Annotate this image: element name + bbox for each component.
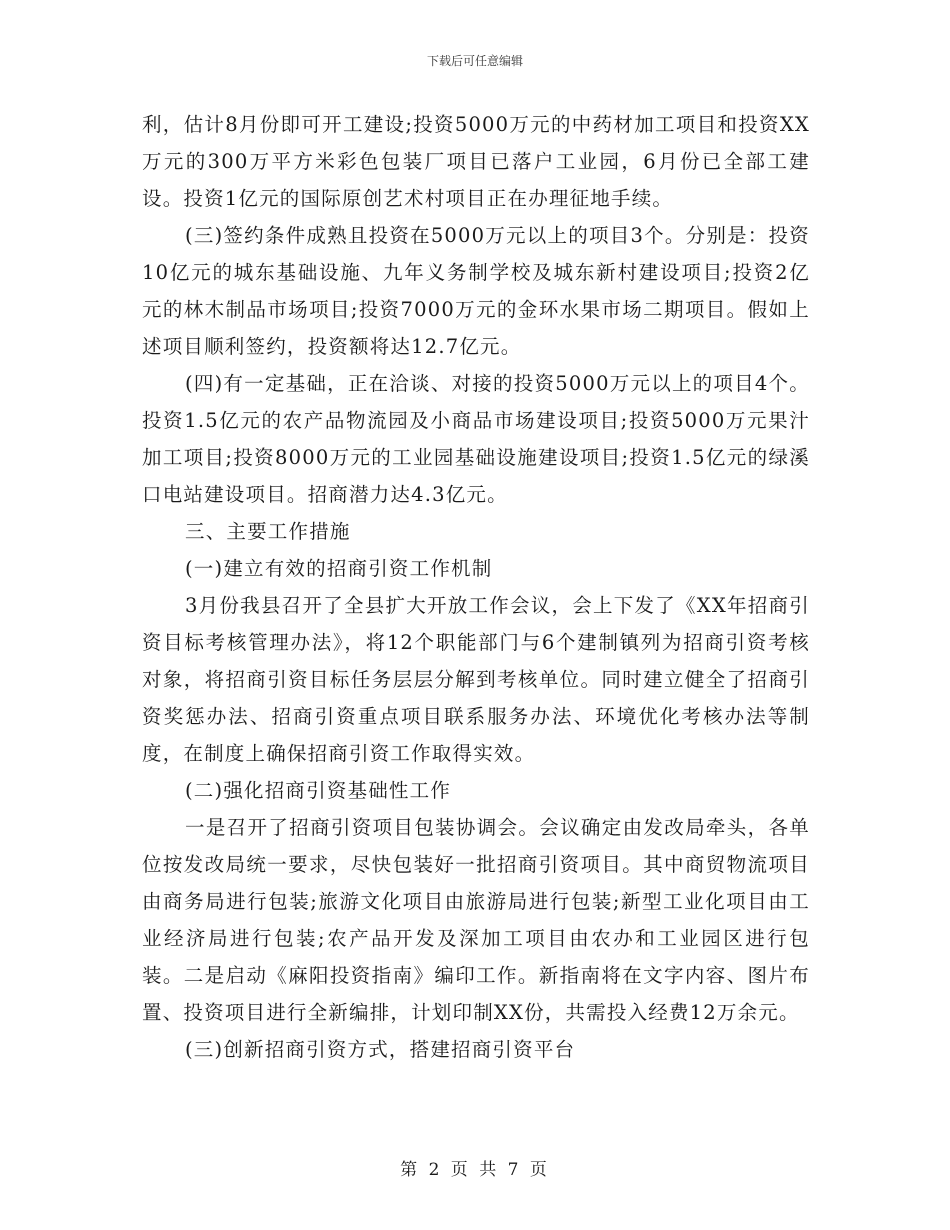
paragraph-continuation: 利，估计8月份即可开工建设;投资5000万元的中药材加工项目和投资XX万元的300万平方米彩色包装厂项目已落户工业园，6月份已全部工建设。投资1亿元的国际原创艺术村项目正在办理征地手续。: [142, 113, 810, 210]
section-heading-measures: 三、主要工作措施: [185, 520, 351, 543]
paragraph-negotiating-projects: (四)有一定基础，正在洽谈、对接的投资5000万元以上的项目4个。投资1.5亿元的农产品物流园及小商品市场建设项目;投资5000万元果汁加工项目;投资8000万元的工业园基础设施建设项目;投资1.5亿元的绿溪口电站建设项目。招商潜力达4.3亿元。: [142, 372, 810, 506]
page-header: 下载后可任意编辑: [426, 54, 523, 68]
subheading-mechanism: (一)建立有效的招商引资工作机制: [185, 557, 493, 580]
page-number-footer: 第 2 页 共 7 页: [400, 1160, 550, 1180]
paragraph-signed-projects: (三)签约条件成熟且投资在5000万元以上的项目3个。分别是：投资10亿元的城东基础设施、九年义务制学校及城东新村建设项目;投资2亿元的林木制品市场项目;投资7000万元的金环水果市场二期项目。假如上述项目顺利签约，投资额将达12.7亿元。: [142, 224, 810, 358]
subheading-innovation: (三)创新招商引资方式，搭建招商引资平台: [185, 1038, 576, 1061]
paragraph-foundation: 一是召开了招商引资项目包装协调会。会议确定由发改局牵头，各单位按发改局统一要求，尽快包装好一批招商引资项目。其中商贸物流项目由商务局进行包装;旅游文化项目由旅游局进行包装;新型工业化项目由工业经济局进行包装;农产品开发及深加工项目由农办和工业园区进行包装。二是启动《麻阳投资指南》编印工作。新指南将在文字内容、图片布置、投资项目进行全新编排，计划印制XX份，共需投入经费12万余元。: [142, 816, 810, 1024]
document-body: [142, 106, 810, 1068]
paragraph-mechanism: 3月份我县召开了全县扩大开放工作会议，会上下发了《XX年招商引资目标考核管理办法》，将12个职能部门与6个建制镇列为招商引资考核对象，将招商引资目标任务层层分解到考核单位。同时建立健全了招商引资奖惩办法、招商引资重点项目联系服务办法、环境优化考核办法等制度，在制度上确保招商引资工作取得实效。: [142, 594, 810, 765]
subheading-foundation: (二)强化招商引资基础性工作: [185, 779, 452, 802]
